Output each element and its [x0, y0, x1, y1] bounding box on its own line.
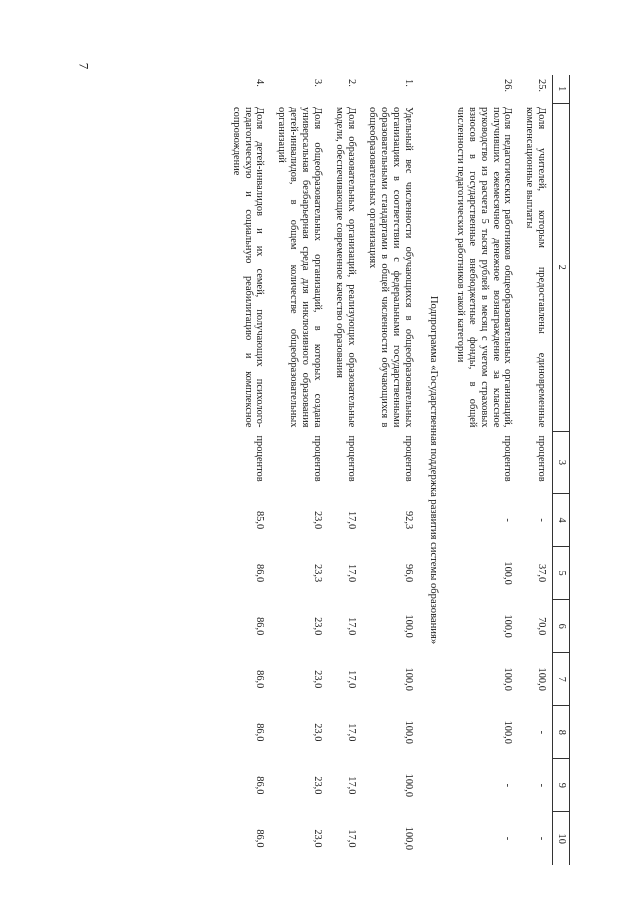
indicator-name: Доля учителей, которым предоставлены единовременные компенсационные выплаты — [524, 107, 548, 428]
column-header: 7 — [553, 653, 570, 706]
column-header: 5 — [553, 547, 570, 600]
value-cell: 100,0 — [502, 667, 514, 691]
value-cell: 100,0 — [403, 826, 415, 851]
value-cell: 100,0 — [502, 720, 514, 744]
indicator-name: Доля общеобразовательных организаций, в которых создана универсальная безбарьерная среда для инклюзивного образования детей-инвалидов, в общем количестве общеобразовательных организаций — [276, 107, 323, 428]
column-header: 4 — [553, 494, 570, 547]
table-row — [449, 75, 518, 865]
row-number: 2. — [345, 79, 357, 87]
value-cell: 23,0 — [311, 829, 323, 848]
value-cell: 92,3 — [403, 510, 415, 530]
value-cell: 23,3 — [311, 564, 323, 583]
table-row — [362, 75, 419, 865]
indicators-table — [225, 75, 570, 865]
value-cell: 17,0 — [345, 829, 357, 848]
unit-cell: процентов — [502, 435, 514, 482]
value-cell: - — [536, 518, 548, 522]
column-header: 1 — [553, 75, 570, 103]
value-cell: - — [502, 836, 514, 841]
column-header: 3 — [553, 431, 570, 493]
indicators-table-wrapper — [90, 75, 570, 865]
value-cell: 17,0 — [345, 617, 357, 636]
indicator-name: Доля образовательных организаций, реализующих образовательные модели, обеспечивающие современное качество образования — [333, 107, 357, 428]
value-cell: 86,0 — [254, 776, 266, 795]
row-number: 1. — [403, 79, 415, 87]
value-cell: 37,0 — [536, 564, 548, 583]
table-row — [328, 75, 362, 865]
table-header-row — [553, 75, 570, 865]
value-cell: 100,0 — [403, 614, 415, 638]
value-cell: 86,0 — [254, 617, 266, 636]
value-cell: 17,0 — [345, 670, 357, 689]
indicator-name: Доля педагогических работников общеобразовательных организаций, получивших ежемесячное денежное вознаграждение за классное руководство из расчета 5 тысяч рублей в месяц с учетом страховых взносов в государственные внебюджетные фонды, в общей численности педагогических работников такой категории — [454, 107, 514, 428]
table-row — [225, 75, 271, 865]
value-cell: 23,0 — [311, 776, 323, 795]
value-cell: 100,0 — [403, 667, 415, 691]
row-number: 4. — [254, 79, 266, 87]
value-cell: 23,0 — [311, 510, 323, 530]
value-cell: 17,0 — [345, 723, 357, 742]
column-header: 8 — [553, 706, 570, 759]
value-cell: 17,0 — [345, 776, 357, 795]
value-cell: 86,0 — [254, 564, 266, 583]
value-cell: 85,0 — [254, 510, 266, 530]
value-cell: 96,0 — [403, 564, 415, 583]
table-row — [518, 75, 552, 865]
column-header: 9 — [553, 759, 570, 812]
table-row — [270, 75, 327, 865]
value-cell: 100,0 — [403, 720, 415, 744]
value-cell: 100,0 — [502, 561, 514, 585]
unit-cell: процентов — [311, 435, 323, 482]
row-number: 3. — [311, 79, 323, 87]
value-cell: 100,0 — [403, 773, 415, 798]
unit-cell: процентов — [536, 435, 548, 482]
column-header: 10 — [553, 812, 570, 865]
value-cell: 17,0 — [345, 564, 357, 583]
value-cell: 86,0 — [254, 670, 266, 689]
value-cell: - — [536, 730, 548, 735]
value-cell: 100,0 — [536, 667, 548, 691]
value-cell: 86,0 — [254, 829, 266, 848]
indicator-name: Удельный вес численности обучающихся в общеобразовательных организациях в соответствии с федеральными государственными образовательными стандартами в общей численности обучающихся в общеобразовательных организациях — [367, 107, 415, 428]
value-cell: - — [502, 783, 514, 788]
unit-cell: процентов — [345, 435, 357, 482]
value-cell: 23,0 — [311, 617, 323, 636]
indicator-name: Доля детей-инвалидов и их семей, получающих психолого-педагогическую и социальную реабилитацию и комплексное сопровождение — [230, 107, 266, 428]
subprogram-row — [419, 75, 449, 865]
value-cell: - — [536, 836, 548, 841]
page-number: 7 — [76, 62, 92, 70]
value-cell: 86,0 — [254, 723, 266, 742]
value-cell: 70,0 — [536, 617, 548, 636]
row-number: 26. — [502, 79, 514, 92]
value-cell: 23,0 — [311, 670, 323, 689]
value-cell: 17,0 — [345, 510, 357, 530]
unit-cell: процентов — [403, 435, 415, 482]
column-header: 2 — [553, 103, 570, 431]
value-cell: 23,0 — [311, 723, 323, 742]
unit-cell: процентов — [254, 435, 266, 482]
column-header: 6 — [553, 600, 570, 653]
subprogram-title: Подпрограмма «Государственная поддержка развития системы образования» — [428, 295, 440, 645]
value-cell: - — [536, 783, 548, 788]
value-cell: 100,0 — [502, 614, 514, 638]
row-number: 25. — [536, 79, 548, 92]
value-cell: - — [502, 518, 514, 522]
